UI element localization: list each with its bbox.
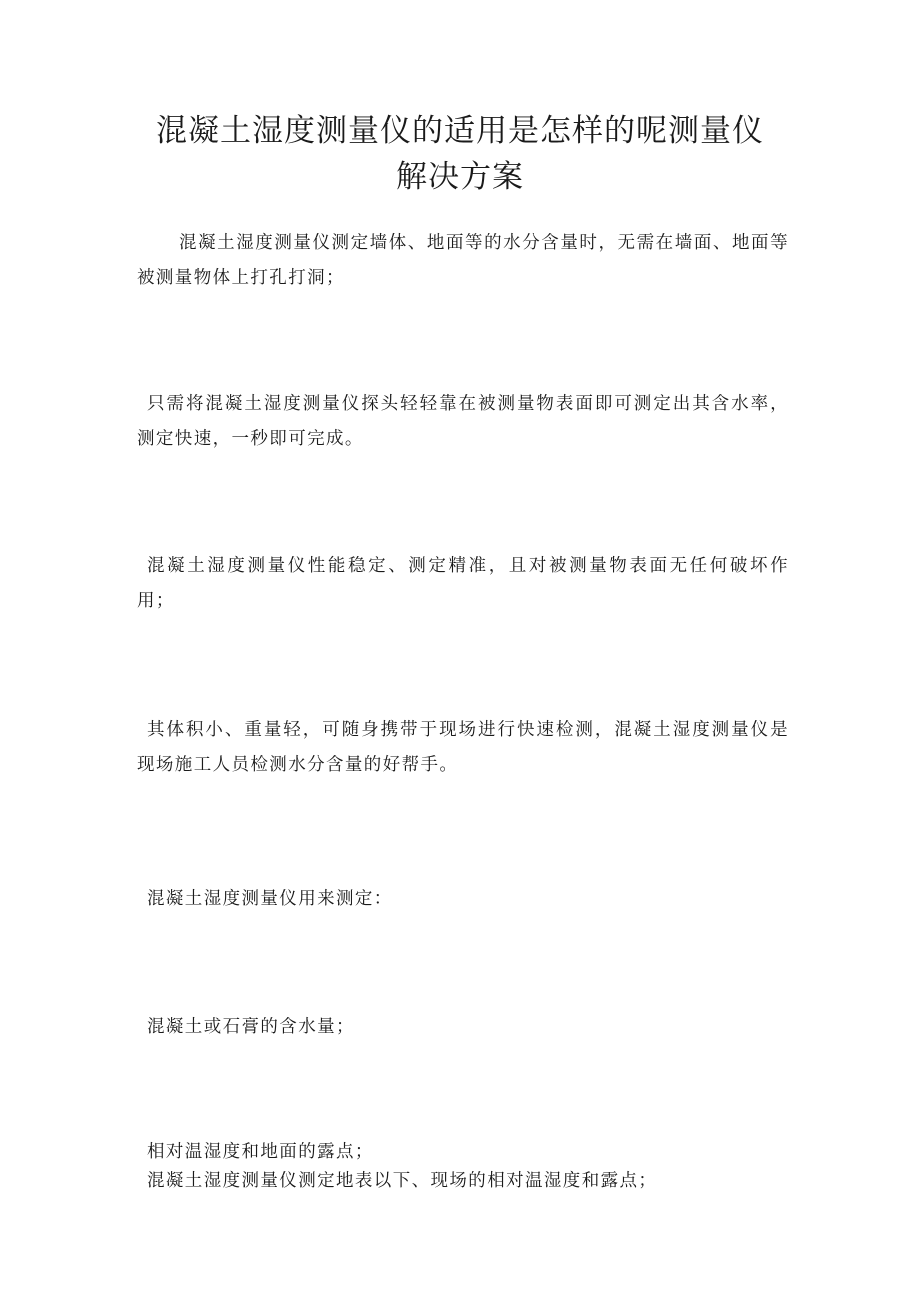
paragraph-7: 相对温湿度和地面的露点； [147,1142,374,1162]
paragraph-3: 混凝土湿度测量仪性能稳定、测定精准，且对被测量物表面无任何破坏作用； [137,556,789,611]
document-title [130,108,790,200]
paragraph-8: 混凝土湿度测量仪测定地表以下、现场的相对温湿度和露点； [147,1171,658,1191]
paragraph-2: 只需将混凝土湿度测量仪探头轻轻靠在被测量物表面即可测定出其含水率，测定快速，一秒即可完成。 [137,394,789,449]
title-line-2: 解决方案 [396,159,524,195]
paragraph-5: 混凝土湿度测量仪用来测定： [147,889,393,909]
paragraph-4: 其体积小、重量轻，可随身携带于现场进行快速检测，混凝土湿度测量仪是现场施工人员检测水分含量的好帮手。 [137,720,789,775]
paragraph-6: 混凝土或石膏的含水量； [147,1017,355,1037]
title-line-1: 混凝土湿度测量仪的适用是怎样的呢测量仪 [156,113,764,149]
paragraph-1: 混凝土湿度测量仪测定墙体、地面等的水分含量时，无需在墙面、地面等被测量物体上打孔打洞； [137,233,789,288]
